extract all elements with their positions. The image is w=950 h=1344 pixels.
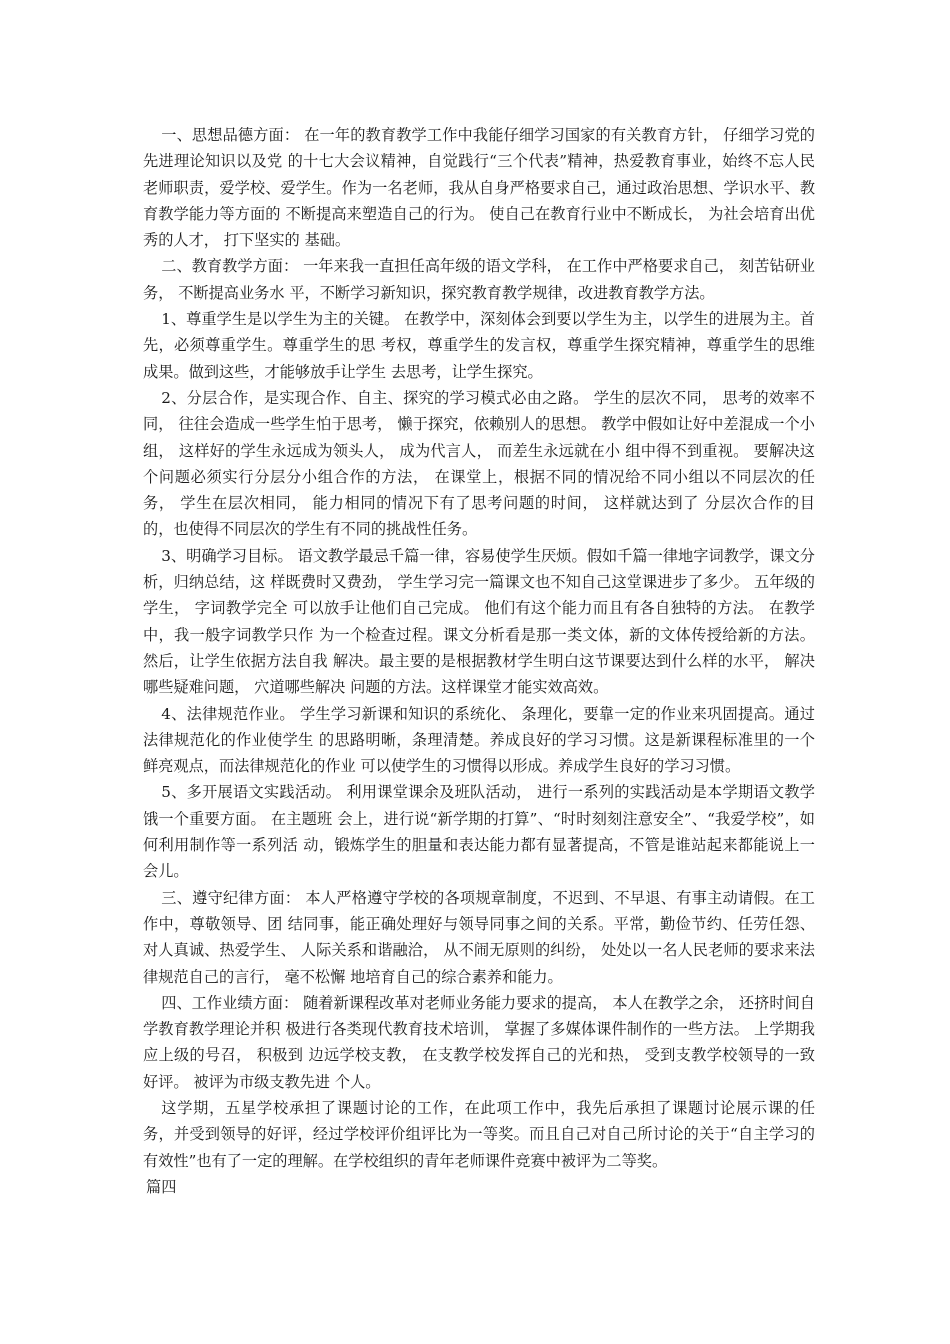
paragraph-item-1: 1、尊重学生是以学生为主的关键。 在教学中，深刻体会到要以学生为主，以学生的进展为主。首先，必须尊重学生。尊重学生的思 考权，尊重学生的发言权，尊重学生探究精神，尊重学生的思维成果。做到这些，才能够放手让学生 去思考，让学生探究。 [143, 310, 815, 381]
paragraph-moral: 一、思想品德方面： 在一年的教育教学工作中我能仔细学习国家的有关教育方针， 仔细学习党的先进理论知识以及党 的十七大会议精神，自觉践行“三个代表”精神，热爱教育事业，始终不忘人民老师职责，爱学校、爱学生。作为一名老师，我从自身严格要求自己，通过政治思想、学识水平、教育教学能力等方面的 不断提高来塑造自己的行为。 使自己在教育行业中不断成长， 为社会培育出优秀的人才， 打下坚实的 基础。 [143, 126, 815, 250]
paragraph-item-5: 5、多开展语文实践活动。 利用课堂课余及班队活动， 进行一系列的实践活动是本学期语文教学饿一个重要方面。 在主题班 会上，进行说“新学期的打算”、“时时刻刻注意安全”、“我爱学校”，如何利用制作等一系列活 动，锻炼学生的胆量和表达能力都有显著提高，不管是谁站起来都能说上一会儿。 [143, 783, 815, 881]
section-heading-part-four: 篇四 [146, 1177, 177, 1196]
paragraph-performance: 四、工作业绩方面： 随着新课程改革对老师业务能力要求的提高， 本人在教学之余， 还挤时间自学教育教学理论并积 极进行各类现代教育技术培训， 掌握了多媒体课件制作的一些方法。 上学期我应上级的号召， 积极到 边远学校支教， 在支教学校发挥自己的光和热， 受到支教学校领导的一致好评。 被评为市级支教先进 个人。 [143, 993, 815, 1091]
paragraph-item-2: 2、分层合作，是实现合作、自主、探究的学习模式必由之路。 学生的层次不同， 思考的效率不同， 往往会造成一些学生怕于思考， 懒于探究，依赖别人的思想。 教学中假如让好中差混成一个小组， 这样好的学生永远成为领头人， 成为代言人， 而差生永远就在小 组中得不到重视。 要解决这个问题必须实行分层分小组合作的方法， 在课堂上，根据不同的情况给不同小组以不同层次的任务， 学生在层次相同， 能力相同的情况下有了思考问题的时间， 这样就达到了 分层次合作的目的，也使得不同层次的学生有不同的挑战性任务。 [143, 388, 815, 539]
paragraph-item-4: 4、法律规范作业。 学生学习新课和知识的系统化、 条理化，要靠一定的作业来巩固提高。通过法律规范化的作业使学生 的思路明晰，条理清楚。养成良好的学习习惯。这是新课程标准里的一个鲜亮观点，而法律规范化的作业 可以使学生的习惯得以形成。养成学生良好的学习习惯。 [143, 704, 815, 776]
paragraph-discipline: 三、遵守纪律方面： 本人严格遵守学校的各项规章制度，不迟到、不早退、有事主动请假。在工作中，尊敬领导、团 结同事，能正确处理好与领导同事之间的关系。平常，勤俭节约、任劳任怨、对人真诚、热爱学生、 人际关系和谐融洽， 从不闹无原则的纠纷， 处处以一名人民老师的要求来法律规范自己的言行， 毫不松懈 地培育自己的综合素养和能力。 [143, 888, 815, 986]
paragraph-item-3: 3、明确学习目标。 语文教学最忌千篇一律，容易使学生厌烦。假如千篇一律地字词教学，课文分析，归纳总结，这 样既费时又费劲， 学生学习完一篇课文也不知自己这堂课进步了多少。 五年级的学生， 字词教学完全 可以放手让他们自己完成。 他们有这个能力而且有各自独特的方法。 在教学中，我一般字词教学只作 为一个检查过程。课文分析看是那一类文体，新的文体传授给新的方法。然后，让学生依据方法自我 解决。最主要的是根据教材学生明白这节课要达到什么样的水平， 解决哪些疑难问题， 穴道哪些解决 问题的方法。这样课堂才能实效高效。 [143, 546, 815, 697]
paragraph-teaching: 二、教育教学方面： 一年来我一直担任高年级的语文学科， 在工作中严格要求自己， 刻苦钻研业务， 不断提高业务水 平，不断学习新知识，探究教育教学规律，改进教育教学方法。 [143, 257, 815, 302]
document-body [143, 122, 815, 1200]
paragraph-semester: 这学期，五星学校承担了课题讨论的工作，在此项工作中，我先后承担了课题讨论展示课的任 务，并受到领导的好评，经过学校评价组评比为一等奖。而且自己对自己所讨论的关于“自主学习的 有效性”也有了一定的理解。在学校组织的青年老师课件竞赛中被评为二等奖。 [143, 1098, 815, 1170]
